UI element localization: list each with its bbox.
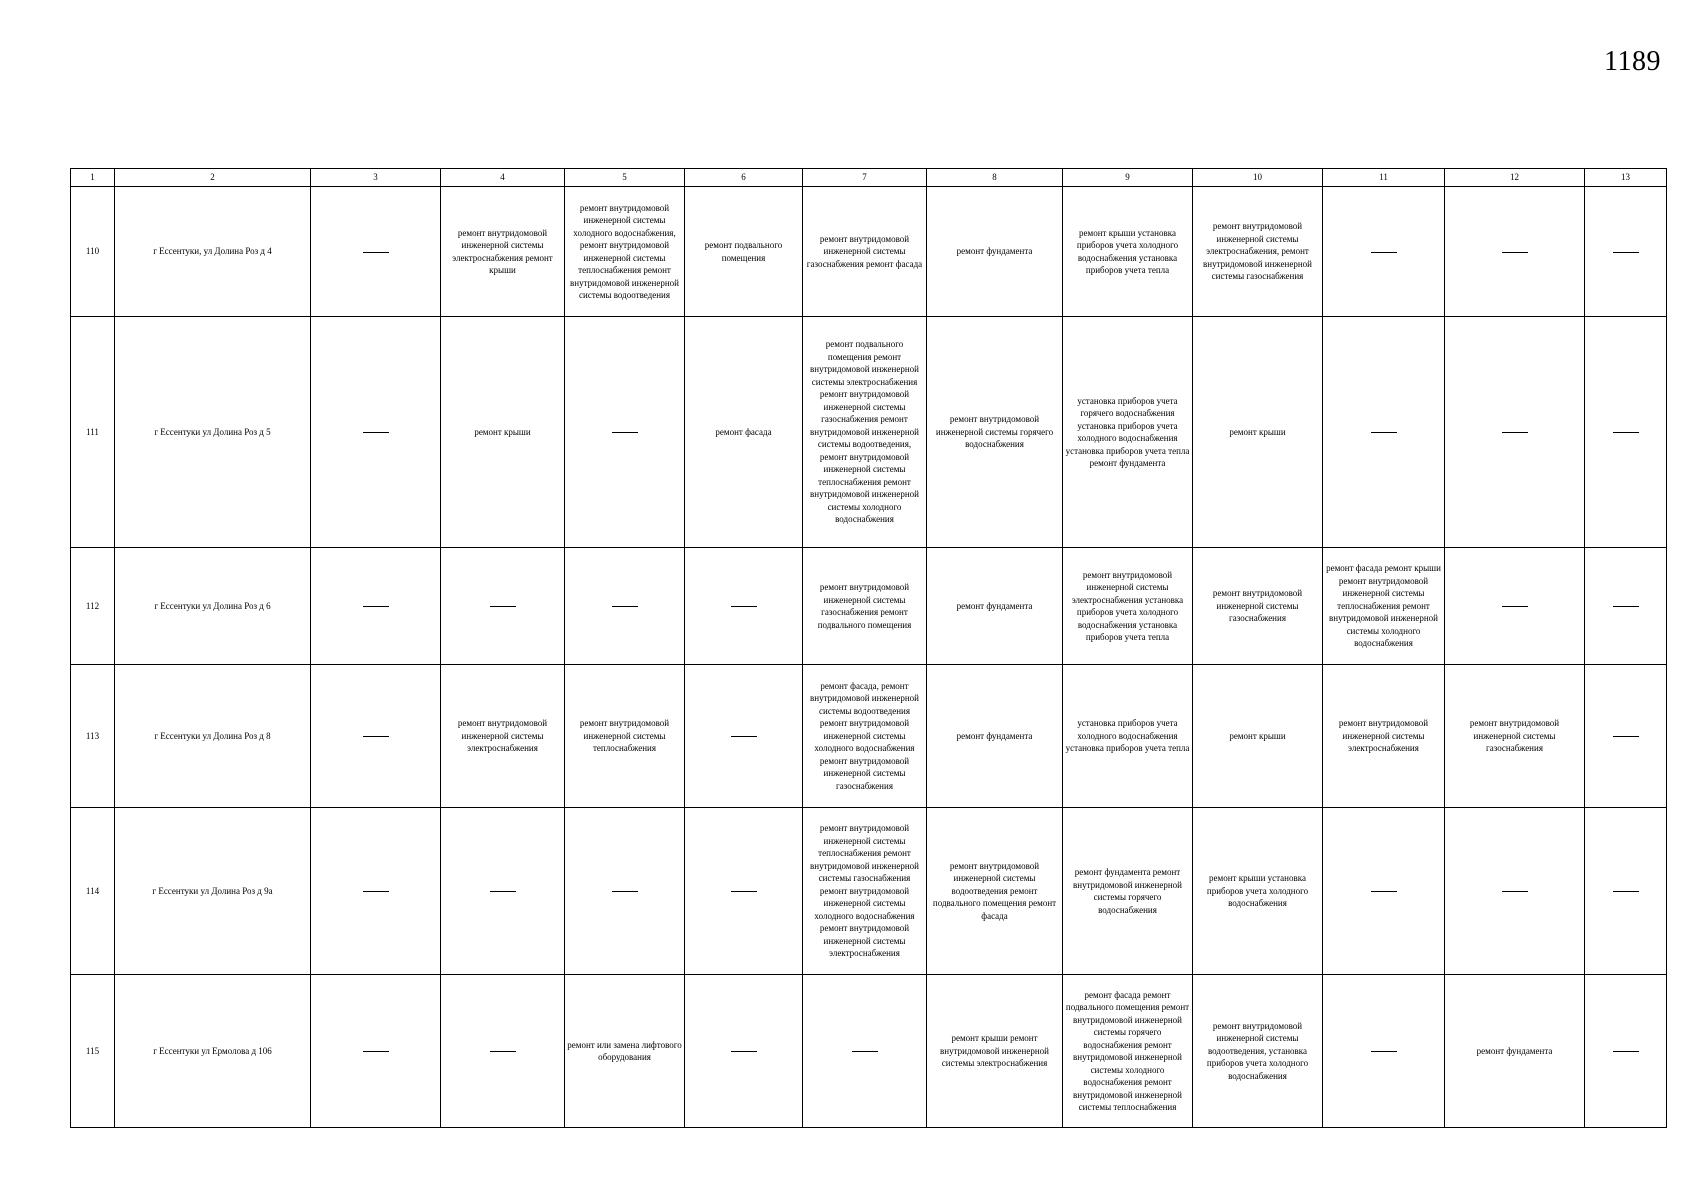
dash-mark bbox=[1502, 252, 1528, 253]
empty-cell bbox=[1585, 665, 1667, 808]
column-header: 5 bbox=[565, 169, 685, 187]
work-type-cell: ремонт крыши bbox=[441, 317, 565, 548]
row-number: 110 bbox=[71, 187, 115, 317]
row-number: 111 bbox=[71, 317, 115, 548]
dash-mark bbox=[1613, 432, 1639, 433]
work-type-cell: ремонт фасада, ремонт внутридомовой инженерной системы водоотведения ремонт внутридомовой инженерной системы холодного водоснабжения ремонт внутридомовой инженерной системы газоснабжения bbox=[803, 665, 927, 808]
dash-mark bbox=[363, 736, 389, 737]
work-type-cell: ремонт фундамента ремонт внутридомовой инженерной системы горячего водоснабжения bbox=[1063, 808, 1193, 975]
work-type-cell: ремонт внутридомовой инженерной системы электроснабжения, ремонт внутридомовой инженерной системы газоснабжения bbox=[1193, 187, 1323, 317]
empty-cell bbox=[565, 548, 685, 665]
table-row bbox=[71, 548, 1667, 665]
row-number: 113 bbox=[71, 665, 115, 808]
dash-mark bbox=[612, 606, 638, 607]
empty-cell bbox=[1445, 317, 1585, 548]
column-header: 8 bbox=[927, 169, 1063, 187]
empty-cell bbox=[1585, 317, 1667, 548]
column-header: 10 bbox=[1193, 169, 1323, 187]
table-row bbox=[71, 975, 1667, 1128]
empty-cell bbox=[685, 665, 803, 808]
empty-cell bbox=[441, 548, 565, 665]
work-type-cell: ремонт фундамента bbox=[927, 548, 1063, 665]
empty-cell bbox=[311, 665, 441, 808]
dash-mark bbox=[1502, 606, 1528, 607]
dash-mark bbox=[731, 606, 757, 607]
table-row bbox=[71, 808, 1667, 975]
dash-mark bbox=[363, 432, 389, 433]
empty-cell bbox=[565, 317, 685, 548]
dash-mark bbox=[1613, 1051, 1639, 1052]
work-type-cell: ремонт крыши bbox=[1193, 665, 1323, 808]
dash-mark bbox=[731, 736, 757, 737]
work-type-cell: ремонт крыши bbox=[1193, 317, 1323, 548]
empty-cell bbox=[311, 187, 441, 317]
work-type-cell: ремонт внутридомовой инженерной системы холодного водоснабжения, ремонт внутридомовой инженерной системы теплоснабжения ремонт внутридомовой инженерной системы водоотведения bbox=[565, 187, 685, 317]
column-number-row bbox=[71, 169, 1667, 187]
dash-mark bbox=[852, 1051, 878, 1052]
empty-cell bbox=[441, 975, 565, 1128]
address-cell: г Ессентуки ул Ермолова д 106 bbox=[115, 975, 311, 1128]
dash-mark bbox=[1502, 432, 1528, 433]
address-cell: г Ессентуки ул Долина Роз д 5 bbox=[115, 317, 311, 548]
work-type-cell: ремонт крыши установка приборов учета холодного водоснабжения установка приборов учета тепла bbox=[1063, 187, 1193, 317]
work-type-cell: ремонт внутридомовой инженерной системы теплоснабжения ремонт внутридомовой инженерной системы газоснабжения ремонт внутридомовой инженерной системы холодного водоснабжения ремонт внутридомовой инженерной системы электроснабжения bbox=[803, 808, 927, 975]
address-cell: г Ессентуки ул Долина Роз д 6 bbox=[115, 548, 311, 665]
work-type-cell: ремонт фасада ремонт крыши ремонт внутридомовой инженерной системы теплоснабжения ремонт внутридомовой инженерной системы холодного водоснабжения bbox=[1323, 548, 1445, 665]
work-type-cell: ремонт фундамента bbox=[927, 187, 1063, 317]
empty-cell bbox=[311, 808, 441, 975]
column-header: 2 bbox=[115, 169, 311, 187]
empty-cell bbox=[311, 317, 441, 548]
work-type-cell: ремонт фундамента bbox=[1445, 975, 1585, 1128]
work-type-cell: ремонт крыши установка приборов учета холодного водоснабжения bbox=[1193, 808, 1323, 975]
address-cell: г Ессентуки ул Долина Роз д 9а bbox=[115, 808, 311, 975]
work-type-cell: ремонт подвального помещения bbox=[685, 187, 803, 317]
work-type-cell: ремонт внутридомовой инженерной системы электроснабжения установка приборов учета холодного водоснабжения установка приборов учета тепла bbox=[1063, 548, 1193, 665]
empty-cell bbox=[803, 975, 927, 1128]
work-type-cell: ремонт или замена лифтового оборудования bbox=[565, 975, 685, 1128]
dash-mark bbox=[1371, 252, 1397, 253]
empty-cell bbox=[1585, 975, 1667, 1128]
work-type-cell: установка приборов учета горячего водоснабжения установка приборов учета холодного водоснабжения установка приборов учета тепла ремонт фундамента bbox=[1063, 317, 1193, 548]
row-number: 115 bbox=[71, 975, 115, 1128]
dash-mark bbox=[1371, 891, 1397, 892]
column-header: 11 bbox=[1323, 169, 1445, 187]
column-header: 1 bbox=[71, 169, 115, 187]
dash-mark bbox=[731, 1051, 757, 1052]
empty-cell bbox=[1323, 187, 1445, 317]
work-type-cell: установка приборов учета холодного водоснабжения установка приборов учета тепла bbox=[1063, 665, 1193, 808]
table-row bbox=[71, 317, 1667, 548]
dash-mark bbox=[1613, 606, 1639, 607]
row-number: 112 bbox=[71, 548, 115, 665]
column-header: 4 bbox=[441, 169, 565, 187]
work-type-cell: ремонт внутридомовой инженерной системы газоснабжения ремонт подвального помещения bbox=[803, 548, 927, 665]
empty-cell bbox=[1445, 187, 1585, 317]
empty-cell bbox=[311, 548, 441, 665]
empty-cell bbox=[685, 975, 803, 1128]
dash-mark bbox=[612, 891, 638, 892]
address-cell: г Ессентуки ул Долина Роз д 8 bbox=[115, 665, 311, 808]
dash-mark bbox=[1613, 736, 1639, 737]
work-type-cell: ремонт внутридомовой инженерной системы электроснабжения bbox=[441, 665, 565, 808]
work-type-cell: ремонт внутридомовой инженерной системы горячего водоснабжения bbox=[927, 317, 1063, 548]
column-header: 6 bbox=[685, 169, 803, 187]
dash-mark bbox=[1371, 1051, 1397, 1052]
empty-cell bbox=[1323, 317, 1445, 548]
dash-mark bbox=[363, 606, 389, 607]
column-header: 12 bbox=[1445, 169, 1585, 187]
dash-mark bbox=[363, 891, 389, 892]
dash-mark bbox=[490, 606, 516, 607]
dash-mark bbox=[1613, 252, 1639, 253]
work-type-cell: ремонт подвального помещения ремонт внутридомовой инженерной системы электроснабжения ремонт внутридомовой инженерной системы газоснабжения ремонт внутридомовой инженерной системы водоотведения, ремонт внутридомовой инженерной системы теплоснабжения ремонт внутридомовой инженерной системы холодного водоснабжения bbox=[803, 317, 927, 548]
dash-mark bbox=[363, 1051, 389, 1052]
work-type-cell: ремонт внутридомовой инженерной системы газоснабжения bbox=[1445, 665, 1585, 808]
empty-cell bbox=[1323, 808, 1445, 975]
work-type-cell: ремонт внутридомовой инженерной системы газоснабжения ремонт фасада bbox=[803, 187, 927, 317]
dash-mark bbox=[490, 891, 516, 892]
column-header: 7 bbox=[803, 169, 927, 187]
table-row bbox=[71, 665, 1667, 808]
empty-cell bbox=[1585, 187, 1667, 317]
empty-cell bbox=[441, 808, 565, 975]
empty-cell bbox=[1585, 808, 1667, 975]
row-number: 114 bbox=[71, 808, 115, 975]
work-type-cell: ремонт внутридомовой инженерной системы электроснабжения ремонт крыши bbox=[441, 187, 565, 317]
empty-cell bbox=[685, 808, 803, 975]
work-type-cell: ремонт внутридомовой инженерной системы водоотведения, установка приборов учета холодного водоснабжения bbox=[1193, 975, 1323, 1128]
work-type-cell: ремонт фундамента bbox=[927, 665, 1063, 808]
column-header: 3 bbox=[311, 169, 441, 187]
dash-mark bbox=[490, 1051, 516, 1052]
work-type-cell: ремонт фасада ремонт подвального помещения ремонт внутридомовой инженерной системы горячего водоснабжения ремонт внутридомовой инженерной системы холодного водоснабжения ремонт внутридомовой инженерной системы теплоснабжения bbox=[1063, 975, 1193, 1128]
page-number: 1189 bbox=[1604, 46, 1661, 77]
empty-cell bbox=[1585, 548, 1667, 665]
repair-schedule-table bbox=[70, 168, 1667, 1128]
work-type-cell: ремонт внутридомовой инженерной системы теплоснабжения bbox=[565, 665, 685, 808]
work-type-cell: ремонт внутридомовой инженерной системы электроснабжения bbox=[1323, 665, 1445, 808]
address-cell: г Ессентуки, ул Долина Роз д 4 bbox=[115, 187, 311, 317]
empty-cell bbox=[1445, 808, 1585, 975]
dash-mark bbox=[1502, 891, 1528, 892]
dash-mark bbox=[731, 891, 757, 892]
table-row bbox=[71, 187, 1667, 317]
column-header: 13 bbox=[1585, 169, 1667, 187]
empty-cell bbox=[311, 975, 441, 1128]
empty-cell bbox=[1445, 548, 1585, 665]
empty-cell bbox=[685, 548, 803, 665]
empty-cell bbox=[565, 808, 685, 975]
column-header: 9 bbox=[1063, 169, 1193, 187]
work-type-cell: ремонт крыши ремонт внутридомовой инженерной системы электроснабжения bbox=[927, 975, 1063, 1128]
empty-cell bbox=[1323, 975, 1445, 1128]
work-type-cell: ремонт внутридомовой инженерной системы водоотведения ремонт подвального помещения ремонт фасада bbox=[927, 808, 1063, 975]
dash-mark bbox=[1371, 432, 1397, 433]
work-type-cell: ремонт фасада bbox=[685, 317, 803, 548]
dash-mark bbox=[1613, 891, 1639, 892]
dash-mark bbox=[612, 432, 638, 433]
dash-mark bbox=[363, 252, 389, 253]
work-type-cell: ремонт внутридомовой инженерной системы газоснабжения bbox=[1193, 548, 1323, 665]
